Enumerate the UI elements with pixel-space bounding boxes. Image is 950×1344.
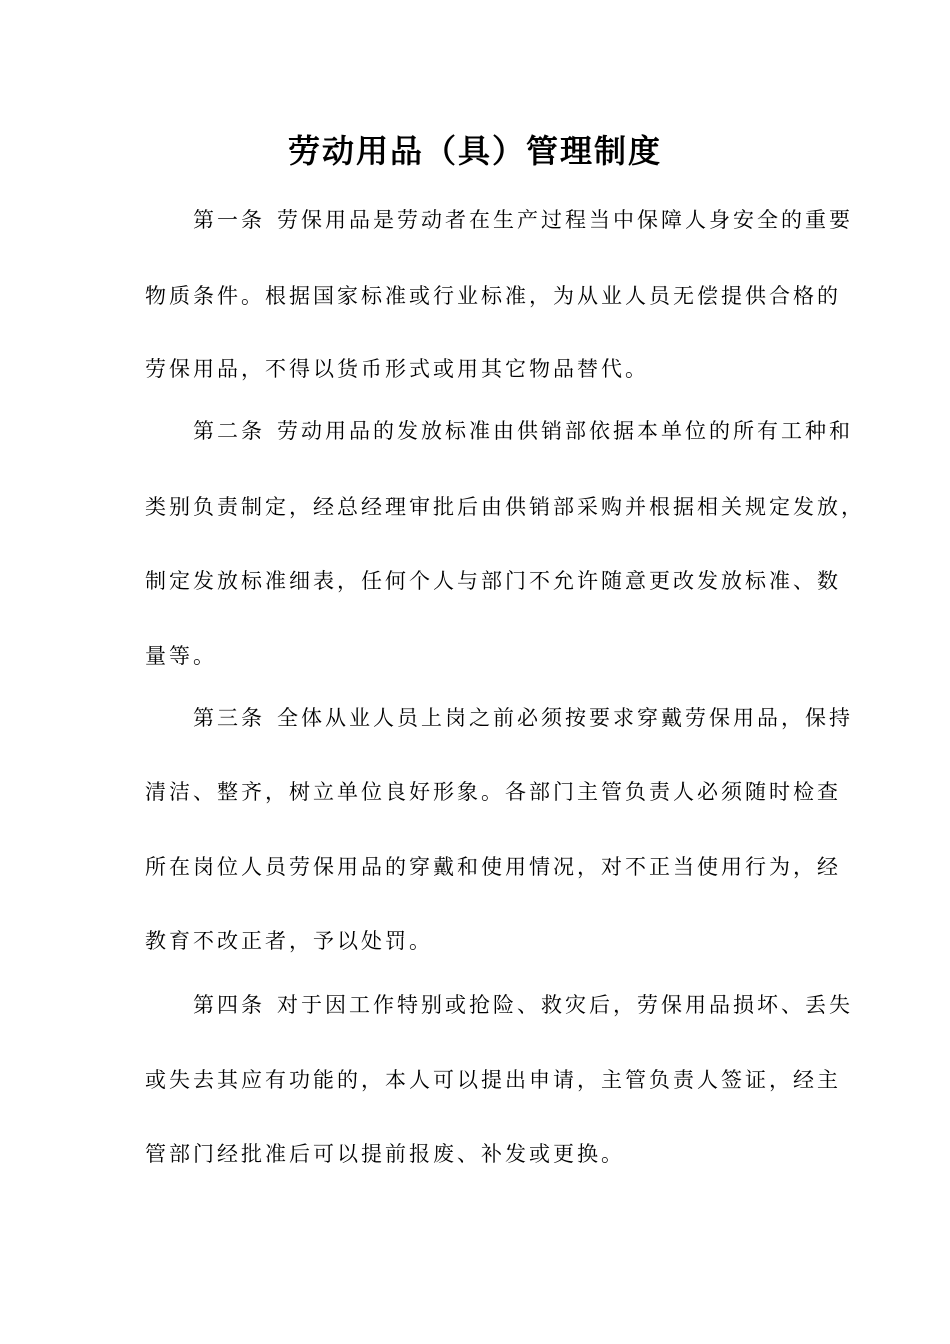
article-2-line-2: 类别负责制定，经总经理审批后由供销部采购并根据相关规定发放， [145,495,865,519]
article-1-line-3: 劳保用品，不得以货币形式或用其它物品替代。 [145,357,649,381]
article-3-line-3: 所在岗位人员劳保用品的穿戴和使用情况，对不正当使用行为，经 [145,855,841,879]
article-2-line-4: 量等。 [145,644,217,668]
article-2-line-3: 制定发放标准细表，任何个人与部门不允许随意更改发放标准、数 [145,569,841,593]
article-1-line-2: 物质条件。根据国家标准或行业标准，为从业人员无偿提供合格的 [145,284,841,308]
article-1-first-line [193,205,883,235]
article-1-line-1: 劳保用品是劳动者在生产过程当中保障人身安全的重要 [277,208,853,232]
article-4-line-3: 管部门经批准后可以提前报废、补发或更换。 [145,1142,625,1166]
article-3-line-1: 全体从业人员上岗之前必须按要求穿戴劳保用品，保持 [277,706,853,730]
article-1-number: 第一条 [193,208,265,232]
document-title: 劳动用品（具）管理制度 [287,132,662,170]
article-4-line-2: 或失去其应有功能的，本人可以提出申请，主管负责人签证，经主 [145,1068,841,1092]
article-3-number: 第三条 [193,706,265,730]
article-4-first-line [193,990,883,1020]
article-2-first-line [193,416,883,446]
article-4-line-1: 对于因工作特别或抢险、救灾后，劳保用品损坏、丢失 [277,993,853,1017]
article-2-number: 第二条 [193,419,265,443]
article-3-first-line [193,703,883,733]
article-2-line-1: 劳动用品的发放标准由供销部依据本单位的所有工种和 [277,419,853,443]
article-3-line-4: 教育不改正者，予以处罚。 [145,929,433,953]
article-4-number: 第四条 [193,993,265,1017]
article-3-line-2: 清洁、整齐，树立单位良好形象。各部门主管负责人必须随时检查 [145,780,841,804]
